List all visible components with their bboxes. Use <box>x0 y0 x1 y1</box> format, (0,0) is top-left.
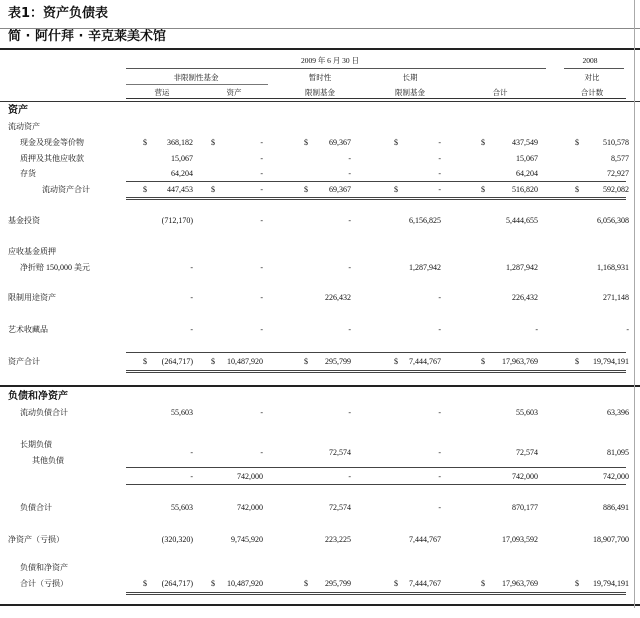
section-liabilities: 负债和净资产 <box>8 391 68 402</box>
currency-symbol: $ <box>211 138 215 147</box>
table-cell: 17,093,592 <box>502 535 538 544</box>
table-cell: 10,487,920 <box>227 357 263 366</box>
table-cell: 886,491 <box>603 503 629 512</box>
currency-symbol: $ <box>481 357 485 366</box>
table-cell: 6,056,308 <box>597 216 629 225</box>
row-label: 流动负债合计 <box>20 408 68 417</box>
table-cell: 7,444,767 <box>409 535 441 544</box>
page-title: 表1：资产负债表 <box>8 6 109 21</box>
table-cell: (264,717) <box>161 579 193 588</box>
table-cell: 69,367 <box>329 138 351 147</box>
currency-symbol: $ <box>304 138 308 147</box>
table-cell: - <box>348 169 351 178</box>
table-cell: 19,794,191 <box>593 579 629 588</box>
table-cell: 1,287,942 <box>409 263 441 272</box>
header-col2-top: 暂时性 <box>308 73 332 82</box>
table-cell: 447,453 <box>167 185 193 194</box>
header-year-prev: 2008 <box>582 56 598 65</box>
table-cell: - <box>260 138 263 147</box>
currency-symbol: $ <box>304 357 308 366</box>
table-cell: - <box>626 325 629 334</box>
header-col5-top: 对比 <box>584 73 600 82</box>
table-cell: - <box>348 263 351 272</box>
table-cell: 271,148 <box>603 293 629 302</box>
table-cell: 72,574 <box>329 503 351 512</box>
table-cell: 10,487,920 <box>227 579 263 588</box>
table-cell: - <box>438 472 441 481</box>
table-cell: 295,799 <box>325 579 351 588</box>
table-cell: (320,320) <box>161 535 193 544</box>
table-cell: 55,603 <box>171 408 193 417</box>
currency-symbol: $ <box>143 579 147 588</box>
table-cell: 6,156,825 <box>409 216 441 225</box>
table-cell: 72,574 <box>329 448 351 457</box>
table-cell: 17,963,769 <box>502 579 538 588</box>
table-cell: - <box>260 185 263 194</box>
row-label: 流动资产 <box>8 122 40 131</box>
row-label: 其他负债 <box>32 456 64 465</box>
currency-symbol: $ <box>575 138 579 147</box>
currency-symbol: $ <box>211 357 215 366</box>
row-label: 资产合计 <box>8 357 40 366</box>
table-cell: 1,287,942 <box>506 263 538 272</box>
table-cell: 742,000 <box>237 503 263 512</box>
table-cell: - <box>260 448 263 457</box>
table-cell: 742,000 <box>512 472 538 481</box>
table-cell: - <box>348 325 351 334</box>
table-cell: - <box>260 325 263 334</box>
table-cell: 18,907,700 <box>593 535 629 544</box>
header-col5: 合计数 <box>580 88 604 97</box>
table-cell: 64,204 <box>516 169 538 178</box>
table-cell: 9,745,920 <box>231 535 263 544</box>
table-cell: - <box>190 472 193 481</box>
table-cell: 69,367 <box>329 185 351 194</box>
table-cell: 55,603 <box>171 503 193 512</box>
table-cell: - <box>260 216 263 225</box>
row-label: 合计（亏损） <box>20 579 68 588</box>
currency-symbol: $ <box>481 185 485 194</box>
row-label: 长期负债 <box>20 440 52 449</box>
table-cell: - <box>260 293 263 302</box>
currency-symbol: $ <box>575 185 579 194</box>
table-cell: - <box>190 293 193 302</box>
table-cell: - <box>438 138 441 147</box>
table-cell: - <box>190 263 193 272</box>
row-label: 限制用途资产 <box>8 293 56 302</box>
row-label: 应收基金质押 <box>8 247 56 256</box>
table-cell: - <box>438 408 441 417</box>
currency-symbol: $ <box>394 579 398 588</box>
table-cell: - <box>348 408 351 417</box>
table-cell: - <box>438 154 441 163</box>
table-cell: - <box>348 216 351 225</box>
table-cell: 226,432 <box>512 293 538 302</box>
table-cell: - <box>438 448 441 457</box>
currency-symbol: $ <box>143 138 147 147</box>
header-col3: 限制基金 <box>395 88 425 97</box>
table-cell: 592,082 <box>603 185 629 194</box>
currency-symbol: $ <box>143 357 147 366</box>
currency-symbol: $ <box>575 357 579 366</box>
row-label: 质押及其他应收款 <box>20 154 84 163</box>
table-cell: 5,444,655 <box>506 216 538 225</box>
row-label: 艺术收藏品 <box>8 325 48 334</box>
currency-symbol: $ <box>304 185 308 194</box>
table-cell: - <box>438 325 441 334</box>
table-cell: 742,000 <box>603 472 629 481</box>
currency-symbol: $ <box>211 185 215 194</box>
row-label: 净资产（亏损） <box>8 535 64 544</box>
currency-symbol: $ <box>394 357 398 366</box>
header-col3-top: 长期 <box>402 73 418 82</box>
row-label: 负债和净资产 <box>20 563 68 572</box>
table-cell: 55,603 <box>516 408 538 417</box>
table-cell: - <box>260 263 263 272</box>
table-cell: 8,577 <box>611 154 629 163</box>
table-cell: - <box>438 503 441 512</box>
table-cell: - <box>535 325 538 334</box>
table-cell: 7,444,767 <box>409 579 441 588</box>
row-label: 基金投资 <box>8 216 40 225</box>
table-cell: - <box>260 408 263 417</box>
table-cell: 223,225 <box>325 535 351 544</box>
table-cell: - <box>438 185 441 194</box>
table-cell: - <box>260 154 263 163</box>
currency-symbol: $ <box>575 579 579 588</box>
header-col2: 限制基金 <box>305 88 335 97</box>
table-cell: 15,067 <box>516 154 538 163</box>
currency-symbol: $ <box>211 579 215 588</box>
table-cell: 516,820 <box>512 185 538 194</box>
table-cell: 81,095 <box>607 448 629 457</box>
table-cell: 15,067 <box>171 154 193 163</box>
table-cell: 870,177 <box>512 503 538 512</box>
page-subtitle: 简 · 阿什拜 · 辛克莱美术馆 <box>8 29 166 44</box>
row-label: 现金及现金等价物 <box>20 138 84 147</box>
currency-symbol: $ <box>394 138 398 147</box>
table-cell: - <box>190 448 193 457</box>
table-cell: 1,168,931 <box>597 263 629 272</box>
table-cell: 72,927 <box>607 169 629 178</box>
table-cell: (264,717) <box>161 357 193 366</box>
table-cell: - <box>190 325 193 334</box>
table-cell: (712,170) <box>161 216 193 225</box>
table-cell: 437,549 <box>512 138 538 147</box>
table-cell: 72,574 <box>516 448 538 457</box>
currency-symbol: $ <box>394 185 398 194</box>
table-cell: 7,444,767 <box>409 357 441 366</box>
currency-symbol: $ <box>143 185 147 194</box>
table-cell: 19,794,191 <box>593 357 629 366</box>
row-label: 流动资产合计 <box>42 185 90 194</box>
table-cell: 295,799 <box>325 357 351 366</box>
table-cell: - <box>438 169 441 178</box>
table-cell: - <box>348 472 351 481</box>
header-col1b: 资产 <box>226 88 242 97</box>
header-col4: 合计 <box>492 88 508 97</box>
table-cell: 226,432 <box>325 293 351 302</box>
row-label: 负债合计 <box>20 503 52 512</box>
table-cell: 63,396 <box>607 408 629 417</box>
table-cell: - <box>438 293 441 302</box>
table-cell: 17,963,769 <box>502 357 538 366</box>
currency-symbol: $ <box>481 579 485 588</box>
currency-symbol: $ <box>481 138 485 147</box>
header-col1-top: 非限制性基金 <box>173 73 219 82</box>
table-cell: 368,182 <box>167 138 193 147</box>
section-assets: 资产 <box>8 105 28 116</box>
table-cell: - <box>348 154 351 163</box>
table-cell: 64,204 <box>171 169 193 178</box>
table-cell: 742,000 <box>237 472 263 481</box>
row-label: 净折赔 150,000 美元 <box>20 263 90 272</box>
row-label: 存货 <box>20 169 36 178</box>
currency-symbol: $ <box>304 579 308 588</box>
table-cell: 510,578 <box>603 138 629 147</box>
header-col1a: 营运 <box>154 88 170 97</box>
header-date: 2009 年 6 月 30 日 <box>300 56 360 65</box>
table-cell: - <box>260 169 263 178</box>
